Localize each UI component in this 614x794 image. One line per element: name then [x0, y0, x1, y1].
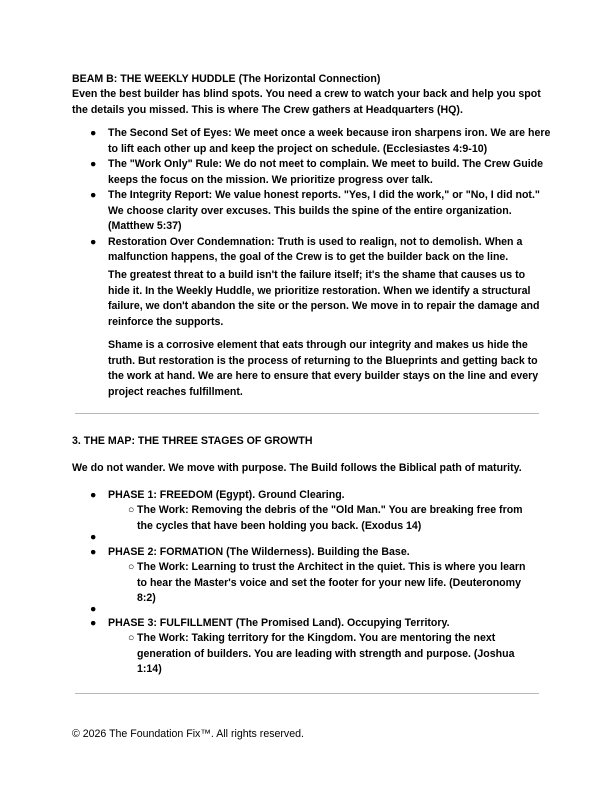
circle-bullet-icon: ○ — [128, 504, 135, 516]
bullet-icon: ● — [90, 531, 97, 543]
circle-bullet-icon: ○ — [128, 632, 135, 644]
list-item — [92, 126, 552, 157]
list-item — [92, 188, 552, 235]
sub-list-item — [128, 503, 528, 534]
sub-list-item — [128, 560, 528, 607]
list-item-text: The Integrity Report: We value honest reports. "Yes, I did the work," or "No, I did not." We choose clarity over excuses. This builds the spine of the entire organization. (Matthew 5:37) — [108, 189, 540, 232]
bullet-icon: ● — [90, 617, 97, 629]
phase-work: The Work: Taking territory for the Kingdom. You are mentoring the next generation of builders. You are leading with strength and purpose. (Joshua 1:14) — [137, 632, 515, 675]
bullet-icon: ● — [90, 158, 97, 170]
section-intro: We do not wander. We move with purpose. The Build follows the Biblical path of maturity. — [72, 462, 522, 474]
phase-label: PHASE 2: FORMATION (The Wilderness). Building the Base. — [108, 546, 410, 558]
list-item — [92, 616, 552, 632]
sub-list-item — [128, 631, 528, 678]
bullet-icon: ● — [90, 235, 97, 248]
footer-copyright: © 2026 The Foundation Fix™. All rights reserved. — [72, 728, 304, 740]
list-item-text: Restoration Over Condemnation: Truth is used to realign, not to demolish. When a malfunction happens, the goal of the Crew is to get the builder back on the line. — [108, 235, 523, 263]
list-item — [92, 488, 552, 504]
phase-label: PHASE 3: FULFILLMENT (The Promised Land). Occupying Territory. — [108, 617, 450, 629]
bullet-icon: ● — [90, 603, 97, 615]
list-item-text: The "Work Only" Rule: We do not meet to complain. We meet to build. The Crew Guide keeps the focus on the mission. We prioritize progress over talk. — [108, 158, 544, 186]
phase-label: PHASE 1: FREEDOM (Egypt). Ground Clearing. — [108, 489, 345, 501]
body-paragraph: The greatest threat to a build isn't the failure itself; it's the shame that causes us to hide it. In the Weekly Huddle, we prioritize restoration. When we identify a structural failure, we don't abandon the site or the person. We move in to repair the damage and reinforce the supports. — [108, 269, 540, 328]
section-heading: BEAM B: THE WEEKLY HUDDLE (The Horizontal Connection) — [72, 73, 381, 85]
bullet-icon: ● — [90, 489, 97, 501]
section-divider — [75, 693, 539, 694]
section-intro: Even the best builder has blind spots. You need a crew to watch your back and help you spot the details you missed. This is where The Crew gathers at Headquarters (HQ). — [72, 88, 541, 116]
phase-work: The Work: Removing the debris of the "Old Man." You are breaking free from the cycles that have been holding you back. (Exodus 14) — [137, 504, 523, 532]
section-heading: 3. THE MAP: THE THREE STAGES OF GROWTH — [72, 435, 313, 447]
bullet-icon: ● — [90, 189, 97, 201]
list-item — [92, 157, 552, 188]
bullet-list — [92, 126, 552, 266]
bullet-icon: ● — [90, 127, 97, 139]
section-divider — [75, 413, 539, 414]
body-paragraph: Shame is a corrosive element that eats through our integrity and makes us hide the truth. But restoration is the process of returning to the Blueprints and getting back to the work at hand. We are here to ensure that every builder stays on the line and every project reaches fulfillment. — [108, 339, 539, 398]
list-item — [92, 545, 552, 561]
phase-work: The Work: Learning to trust the Architect in the quiet. This is where you learn to hear the Master's voice and set the footer for your new life. (Deuteronomy 8:2) — [137, 561, 526, 604]
circle-bullet-icon: ○ — [128, 561, 135, 573]
bullet-icon: ● — [90, 546, 97, 558]
list-item-text: The Second Set of Eyes: We meet once a week because iron sharpens iron. We are here to lift each other up and keep the project on schedule. (Ecclesiastes 4:9-10) — [108, 127, 551, 155]
list-item — [92, 235, 552, 266]
